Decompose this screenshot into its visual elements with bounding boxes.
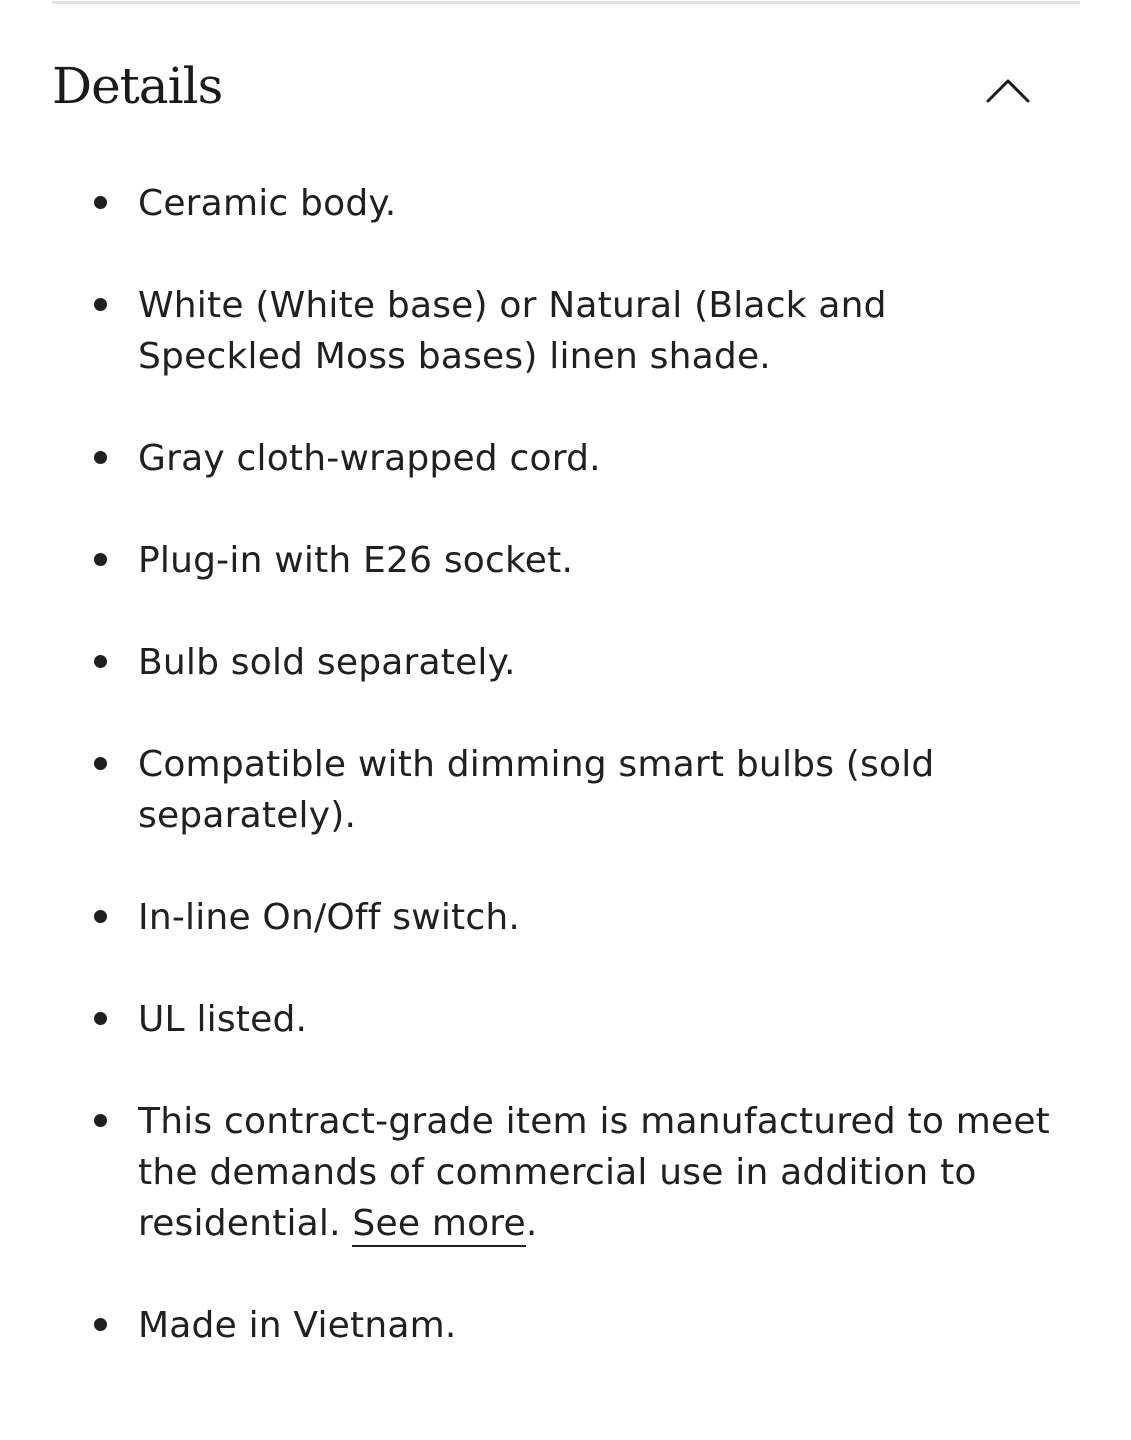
bullet-icon	[94, 451, 107, 464]
detail-item	[90, 637, 1050, 688]
detail-item	[90, 994, 1050, 1045]
detail-item	[90, 178, 1050, 229]
bullet-icon	[94, 553, 107, 566]
detail-text: Compatible with dimming smart bulbs (sold separately).	[138, 744, 935, 836]
detail-item	[90, 892, 1050, 943]
detail-item	[90, 739, 1050, 841]
bullet-icon	[94, 1318, 107, 1331]
bullet-icon	[94, 655, 107, 668]
see-more-link[interactable]: See more	[352, 1203, 525, 1247]
detail-text: Plug-in with E26 socket.	[138, 540, 574, 581]
bullet-icon	[94, 298, 107, 311]
section-title: Details	[52, 57, 223, 115]
detail-text: UL listed.	[138, 999, 308, 1040]
detail-item	[90, 1300, 1050, 1351]
detail-text: Gray cloth-wrapped cord.	[138, 438, 601, 479]
see-more-suffix: .	[525, 1203, 538, 1244]
bullet-icon	[94, 1012, 107, 1025]
chevron-up-icon[interactable]	[986, 75, 1030, 105]
details-accordion-header[interactable]	[52, 46, 1080, 126]
detail-item	[90, 280, 1050, 382]
detail-text: This contract-grade item is manufactured to meet the demands of commercial use in addition to residential.	[138, 1101, 1050, 1244]
detail-item	[90, 433, 1050, 484]
detail-item	[90, 1096, 1050, 1249]
bullet-icon	[94, 757, 107, 770]
detail-text: Made in Vietnam.	[138, 1305, 457, 1346]
section-divider	[52, 1, 1080, 4]
bullet-icon	[94, 910, 107, 923]
detail-text: White (White base) or Natural (Black and Speckled Moss bases) linen shade.	[138, 285, 887, 377]
detail-text: Bulb sold separately.	[138, 642, 516, 683]
details-list	[90, 178, 1050, 1351]
detail-text: In-line On/Off switch.	[138, 897, 521, 938]
detail-text: Ceramic body.	[138, 183, 397, 224]
bullet-icon	[94, 196, 107, 209]
detail-item	[90, 535, 1050, 586]
bullet-icon	[94, 1114, 107, 1127]
